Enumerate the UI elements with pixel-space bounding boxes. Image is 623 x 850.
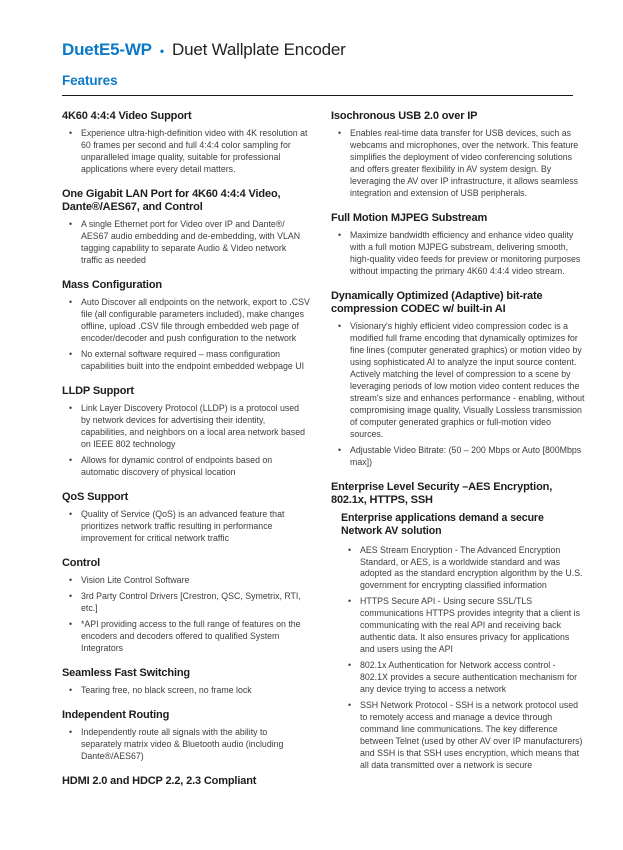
bullet-list — [331, 321, 585, 468]
feature-section — [62, 491, 310, 545]
bullet-item — [62, 575, 310, 587]
bullet-dot: • — [69, 685, 73, 696]
bullet-item — [331, 700, 585, 772]
section-heading: Independent Routing — [62, 709, 170, 722]
bullet-item — [62, 685, 310, 697]
bullet-text: 802.1x Authentication for Network access control - 802.1X provides a secure authentication mechanism for any device trying to access a network — [360, 660, 578, 695]
bullet-list — [331, 128, 585, 200]
bullet-text: Link Layer Discovery Protocol (LLDP) is a protocol used by network devices for advertising their identity, capabilities, and neighbors on a local area network based on IEEE 802 technology — [81, 403, 305, 450]
feature-section — [62, 385, 310, 479]
bullet-text: A single Ethernet port for Video over IP and Dante®/ AES67 audio embedding and de-embedding, with VLAN tagging capability to separate Audio & Video network traffic as needed — [81, 219, 301, 266]
feature-section — [62, 188, 310, 267]
bullet-item — [62, 591, 310, 615]
bullet-dot: • — [348, 596, 352, 607]
bullet-text: *API providing access to the full range of features on the encoders and decoders offered to qualified System Integrators — [81, 619, 301, 653]
bullet-text: Experience ultra-high-definition video with 4K resolution at 60 frames per second and full 4:4:4 color sampling for unparalleled image quality, suitable for professional applications where every detail matters. — [81, 128, 308, 175]
bullet-item — [331, 128, 585, 200]
title-separator-dot: • — [159, 44, 165, 58]
bullet-text: Maximize bandwidth efficiency and enhance video quality with a full motion MJPEG substream, delivering smooth, high-quality video feeds for preview or monitoring purposes without impacting the primary 4K60 4:4:4 video stream. — [350, 230, 581, 276]
feature-section — [62, 667, 310, 697]
bullet-item — [62, 219, 310, 267]
feature-section — [62, 709, 310, 763]
section-heading: Dynamically Optimized (Adaptive) bit-rate compression CODEC w/ built-in AI — [331, 289, 543, 316]
bullet-list — [62, 219, 310, 267]
bullet-dot: • — [69, 619, 73, 630]
bullet-item — [331, 230, 585, 278]
bullet-item — [331, 660, 585, 696]
section-heading: Mass Configuration — [62, 279, 162, 292]
section-heading: Seamless Fast Switching — [62, 666, 190, 679]
bullet-item — [62, 349, 310, 373]
bullet-dot: • — [348, 660, 352, 671]
feature-section — [331, 110, 585, 200]
section-heading: Control — [62, 557, 101, 570]
product-description: Duet Wallplate Encoder — [172, 40, 346, 59]
bullet-item — [62, 727, 310, 763]
bullet-item — [62, 403, 310, 451]
section-heading: Enterprise Level Security –AES Encryption, 802.1x, HTTPS, SSH — [331, 480, 553, 506]
section-heading: HDMI 2.0 and HDCP 2.2, 2.3 Compliant — [62, 775, 257, 788]
bullet-list — [62, 509, 310, 545]
header-divider — [62, 95, 573, 96]
section-heading: Isochronous USB 2.0 over IP — [331, 110, 478, 122]
bullet-dot: • — [69, 297, 73, 308]
bullet-item — [62, 455, 310, 479]
features-column-right — [331, 108, 585, 793]
feature-section — [62, 110, 310, 176]
feature-section — [62, 279, 310, 373]
bullet-item — [331, 445, 585, 469]
bullet-item — [62, 128, 310, 176]
bullet-text: Adjustable Video Bitrate: (50 – 200 Mbps or Auto [800Mbps max]) — [350, 444, 582, 467]
bullet-text: No external software required – mass configuration capabilities built into the endpoint embedded webpage UI — [81, 349, 305, 372]
bullet-item — [62, 297, 310, 345]
bullet-list — [62, 128, 310, 176]
feature-section — [331, 481, 585, 772]
bullet-dot: • — [69, 727, 73, 738]
bullet-dot: • — [69, 575, 73, 586]
bullet-list — [62, 297, 310, 373]
bullet-text: Tearing free, no black screen, no frame lock — [81, 685, 252, 696]
bullet-text: Auto Discover all endpoints on the network, export to .CSV file (all configurable parameters included), make changes offline, upload .CSV file through embedded web page of encoder/decoder and push configuration to the network — [81, 297, 310, 344]
bullet-list — [331, 230, 585, 278]
bullet-dot: • — [338, 230, 342, 241]
product-name: DuetE5-WP — [62, 40, 152, 59]
bullet-dot: • — [69, 349, 73, 360]
bullet-text: SSH Network Protocol - SSH is a network protocol used to remotely access and manage a device through command line communications. The key difference between Telnet (used by other AV over IP manufacturers) and SSH is that SSH uses encryption, which means that all data transmitted over a network is secure — [360, 700, 583, 770]
bullet-dot: • — [69, 455, 73, 466]
bullet-dot: • — [338, 444, 342, 455]
features-section-label: Features — [62, 73, 118, 88]
feature-section — [331, 290, 585, 469]
section-heading: Full Motion MJPEG Substream — [331, 211, 488, 224]
bullet-dot: • — [69, 219, 73, 230]
bullet-text: Vision Lite Control Software — [81, 575, 190, 586]
section-heading: 4K60 4:4:4 Video Support — [62, 110, 192, 122]
bullet-dot: • — [338, 128, 342, 139]
bullet-dot: • — [69, 403, 73, 414]
feature-section — [62, 557, 310, 655]
bullet-item — [331, 545, 585, 593]
bullet-text: Enables real-time data transfer for USB devices, such as webcams and microphones, over the network. This feature simplifies the deployment of video conferencing solutions and offers greater flexibility in AV system design. By leveraging the AV over IP infrastructure, it allows seamless integration and extension of USB peripherals. — [350, 128, 579, 198]
bullet-dot: • — [69, 509, 73, 520]
bullet-dot: • — [348, 544, 352, 555]
bullet-text: Independently route all signals with the ability to separately matrix video & Bluetooth audio (including Dante®/AES67) — [81, 727, 284, 762]
bullet-text: Quality of Service (QoS) is an advanced feature that prioritizes network traffic resulting in performance improvement for critical network traffic — [81, 509, 285, 544]
bullet-text: Allows for dynamic control of endpoints based on automatic discovery of physical location — [81, 455, 273, 478]
bullet-item — [62, 509, 310, 545]
bullet-item — [331, 596, 585, 656]
bullet-dot: • — [69, 128, 73, 139]
bullet-dot: • — [69, 591, 73, 602]
bullet-dot: • — [348, 700, 352, 710]
bullet-item — [62, 619, 310, 655]
bullet-list — [62, 575, 310, 655]
section-subheading: Enterprise applications demand a secure Network AV solution — [341, 512, 544, 538]
document-header — [62, 40, 585, 60]
bullet-text: HTTPS Secure API - Using secure SSL/TLS communications HTTPS provides integrity that a client is communicating with the real API and receiving back authentic data. It also ensures privacy for applications and users using the API — [360, 596, 581, 655]
bullet-dot: • — [338, 321, 342, 332]
section-heading: LLDP Support — [62, 385, 134, 398]
features-columns — [62, 108, 585, 793]
bullet-text: Visionary's highly efficient video compression codec is a modified full frame encoding that dynamically optimizes for fine lines (computer generated graphics) or motion video by using sophisticated AI to analyze the input source content. Actively matching the level of compression to a scene by leveraging periods of low motion video content reduces the stream's size and enhances performance - enabling, without compromising image quality, Visually Lossless transmission of computer generated graphics or full-motion video sources. — [350, 321, 585, 439]
feature-section — [62, 775, 310, 788]
feature-section — [331, 212, 585, 278]
bullet-list — [62, 685, 310, 697]
bullet-list — [62, 727, 310, 763]
bullet-list — [331, 545, 585, 772]
bullet-item — [331, 321, 585, 441]
section-heading: QoS Support — [62, 491, 129, 503]
bullet-list — [62, 403, 310, 479]
section-heading: One Gigabit LAN Port for 4K60 4:4:4 Video, Dante®/AES67, and Control — [62, 188, 281, 214]
bullet-text: AES Stream Encryption - The Advanced Encryption Standard, or AES, is a worldwide standard and was adopted as the standard encryption algorithm by the U.S. government for encrypting classified information — [360, 544, 583, 591]
features-column-left — [62, 108, 310, 793]
bullet-text: 3rd Party Control Drivers [Crestron, QSC, Symetrix, RTI, etc.] — [81, 591, 301, 614]
